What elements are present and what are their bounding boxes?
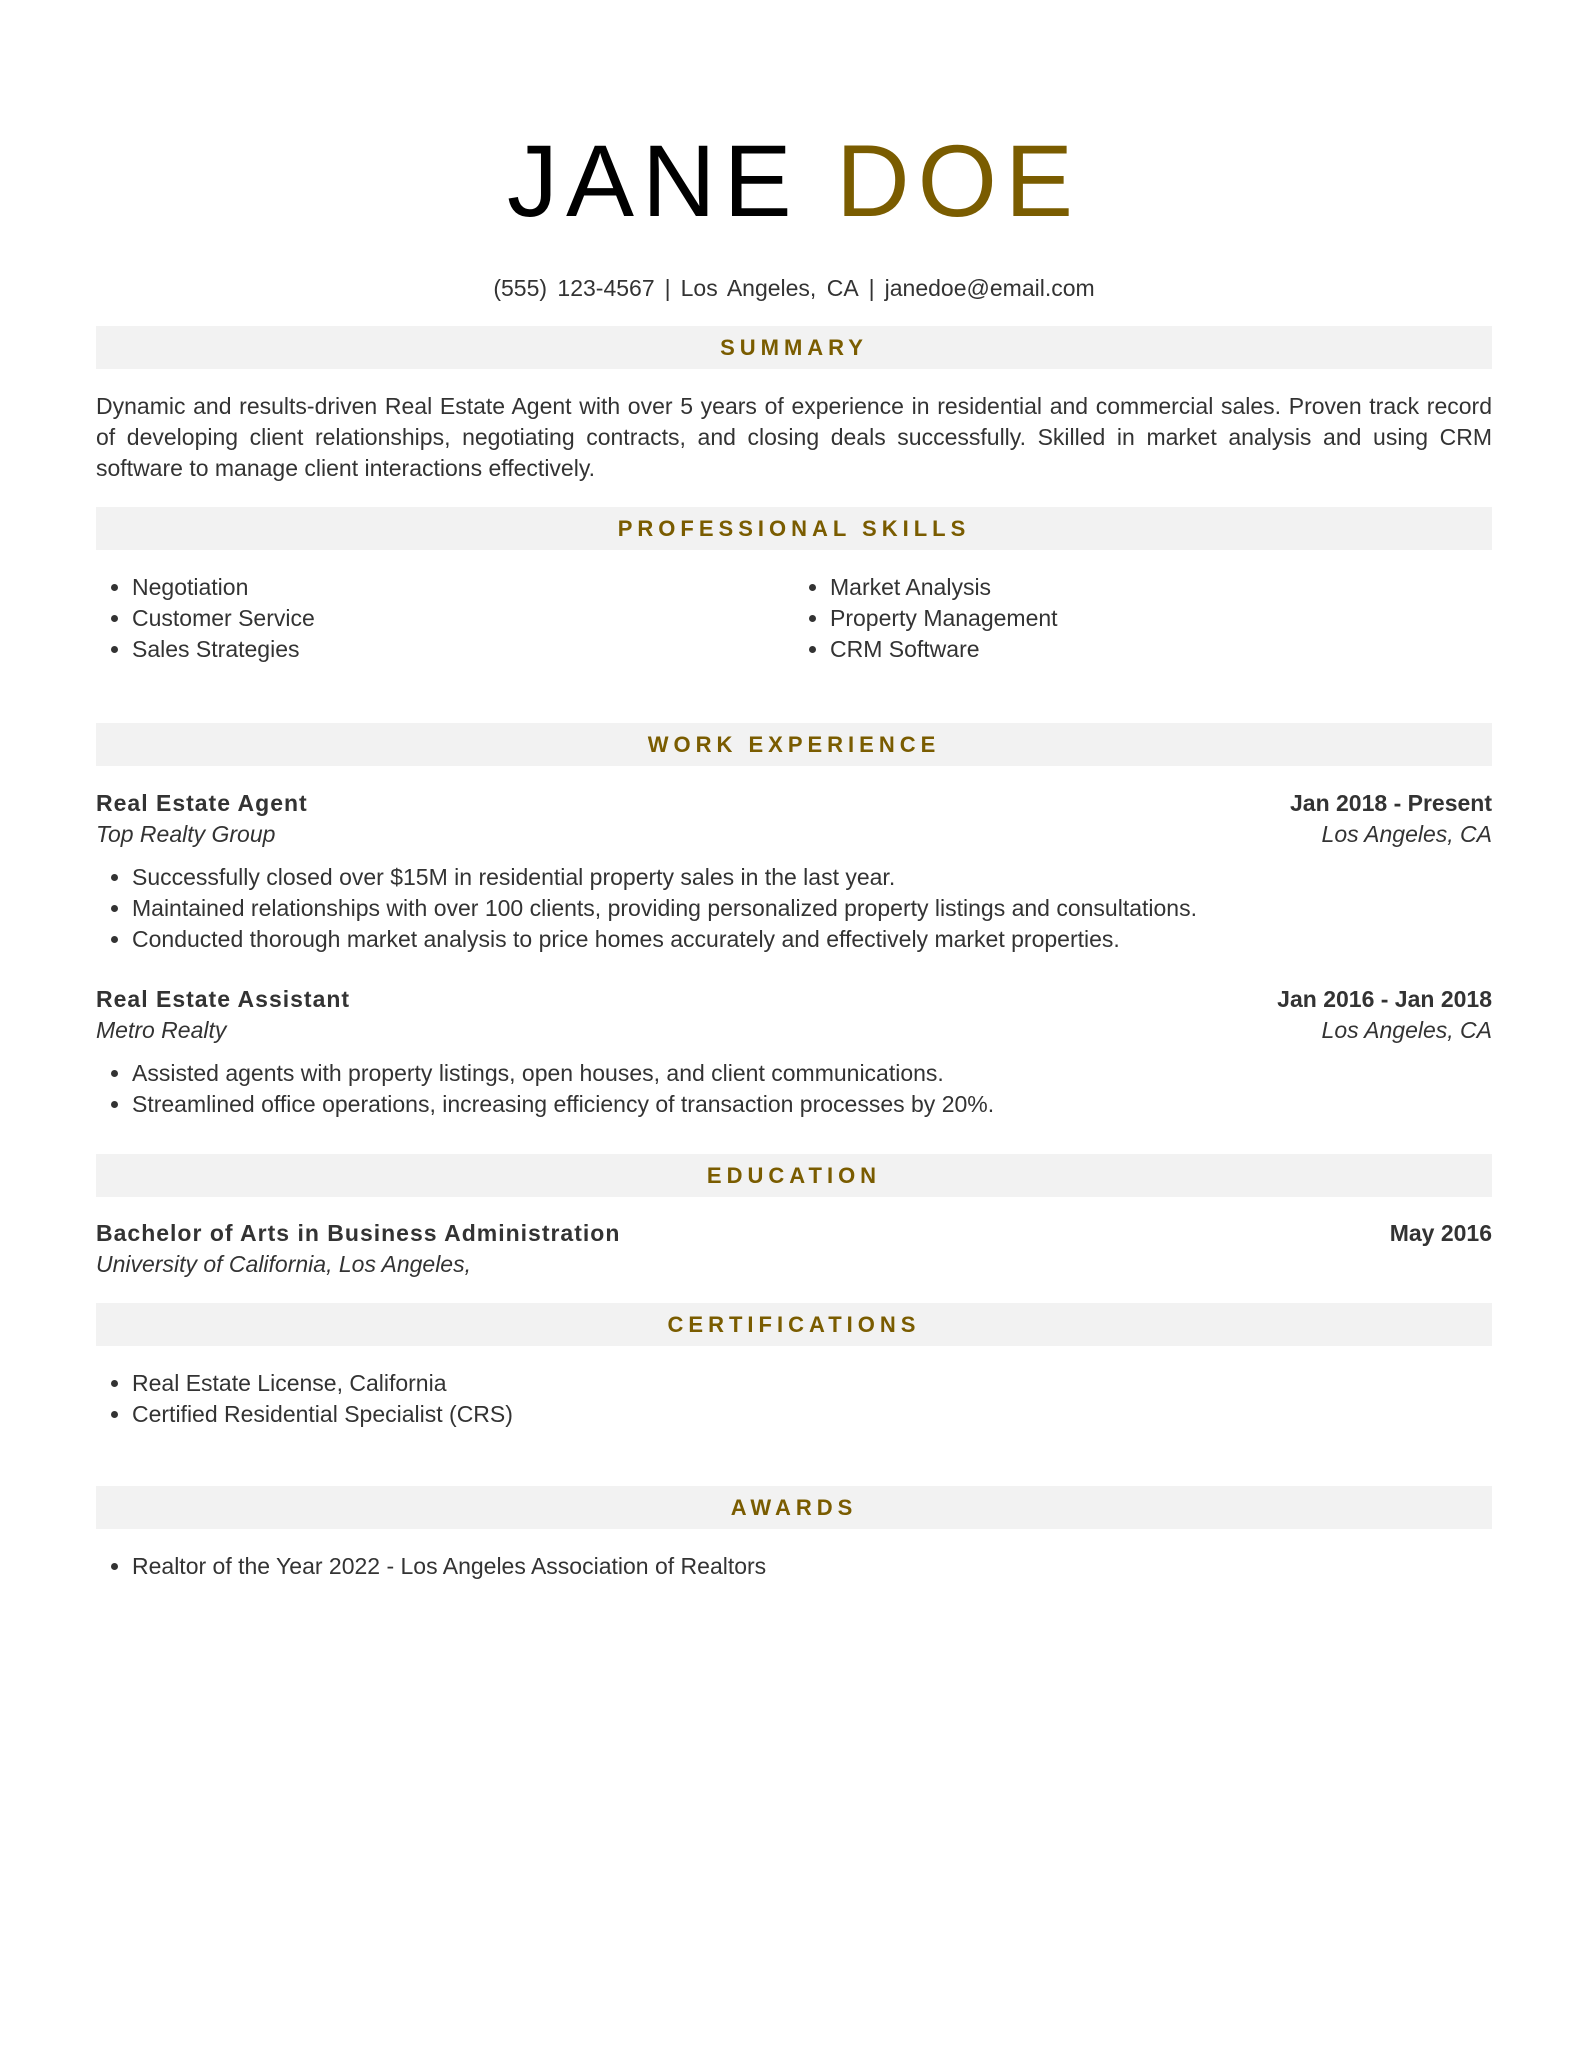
- separator: |: [868, 275, 875, 301]
- contact-line: [96, 274, 1492, 302]
- skill-item: • CRM Software: [830, 634, 1492, 665]
- job-header: [96, 788, 1492, 819]
- candidate-name: [96, 0, 1492, 240]
- job-header: [96, 984, 1492, 1015]
- job-bullet: • Assisted agents with property listings, open houses, and client communications.: [132, 1058, 1492, 1089]
- job-subheader: [96, 819, 1492, 850]
- education-school: University of California, Los Angeles,: [96, 1251, 471, 1277]
- job-bullet: • Maintained relationships with over 100 clients, providing personalized property listings and consultations.: [132, 893, 1492, 924]
- job-bullet: • Successfully closed over $15M in residential property sales in the last year.: [132, 862, 1492, 893]
- location: Los Angeles, CA: [680, 275, 859, 301]
- skill-item: • Market Analysis: [830, 572, 1492, 603]
- job-bullets: [96, 1058, 1492, 1120]
- job-company: Metro Realty: [96, 1017, 227, 1043]
- separator: |: [664, 275, 671, 301]
- awards-list: [96, 1551, 1492, 1582]
- certification-item: • Certified Residential Specialist (CRS): [132, 1399, 1492, 1430]
- job-location: Los Angeles, CA: [1321, 1017, 1492, 1043]
- section-heading-education: EDUCATION: [96, 1154, 1492, 1197]
- first-name: JANE: [506, 124, 800, 238]
- last-name: DOE: [836, 124, 1082, 238]
- email: janedoe@email.com: [884, 275, 1095, 301]
- skills-column-left: [96, 572, 794, 665]
- skill-item: • Sales Strategies: [132, 634, 794, 665]
- job-entry: [96, 984, 1492, 1120]
- job-dates: Jan 2018 - Present: [1289, 790, 1492, 816]
- education-school-line: [96, 1249, 1492, 1280]
- summary-text: Dynamic and results-driven Real Estate Agent with over 5 years of experience in residential and commercial sales. Proven track record of developing client relationships, negotiating contracts, and closing deals successfully. Skilled in market analysis and using CRM software to manage client interactions effectively.: [96, 393, 1492, 481]
- education-entry: [96, 1218, 1492, 1280]
- skills-list: [96, 572, 1492, 665]
- certifications-list: [96, 1368, 1492, 1430]
- section-heading-experience: WORK EXPERIENCE: [96, 723, 1492, 766]
- skill-item: • Negotiation: [132, 572, 794, 603]
- education-header: [96, 1218, 1492, 1249]
- job-bullet: • Streamlined office operations, increasing efficiency of transaction processes by 20%.: [132, 1089, 1492, 1120]
- job-title: Real Estate Assistant: [96, 986, 351, 1012]
- job-company: Top Realty Group: [96, 821, 276, 847]
- job-dates: Jan 2016 - Jan 2018: [1277, 986, 1492, 1012]
- skill-item: • Property Management: [830, 603, 1492, 634]
- section-heading-skills: PROFESSIONAL SKILLS: [96, 507, 1492, 550]
- section-heading-summary: SUMMARY: [96, 326, 1492, 369]
- job-bullet: • Conducted thorough market analysis to price homes accurately and effectively market properties.: [132, 924, 1492, 955]
- job-location: Los Angeles, CA: [1321, 821, 1492, 847]
- section-heading-certifications: CERTIFICATIONS: [96, 1303, 1492, 1346]
- job-title: Real Estate Agent: [96, 790, 308, 816]
- education-date: May 2016: [1389, 1220, 1492, 1246]
- skills-column-right: [794, 572, 1492, 665]
- job-subheader: [96, 1015, 1492, 1046]
- job-entry: [96, 788, 1492, 955]
- phone: (555) 123-4567: [493, 275, 655, 301]
- education-degree: Bachelor of Arts in Business Administration: [96, 1220, 621, 1246]
- job-bullets: [96, 862, 1492, 955]
- certification-item: • Real Estate License, California: [132, 1368, 1492, 1399]
- skill-item: • Customer Service: [132, 603, 794, 634]
- section-heading-awards: AWARDS: [96, 1486, 1492, 1529]
- award-item: • Realtor of the Year 2022 - Los Angeles Association of Realtors: [132, 1551, 1492, 1582]
